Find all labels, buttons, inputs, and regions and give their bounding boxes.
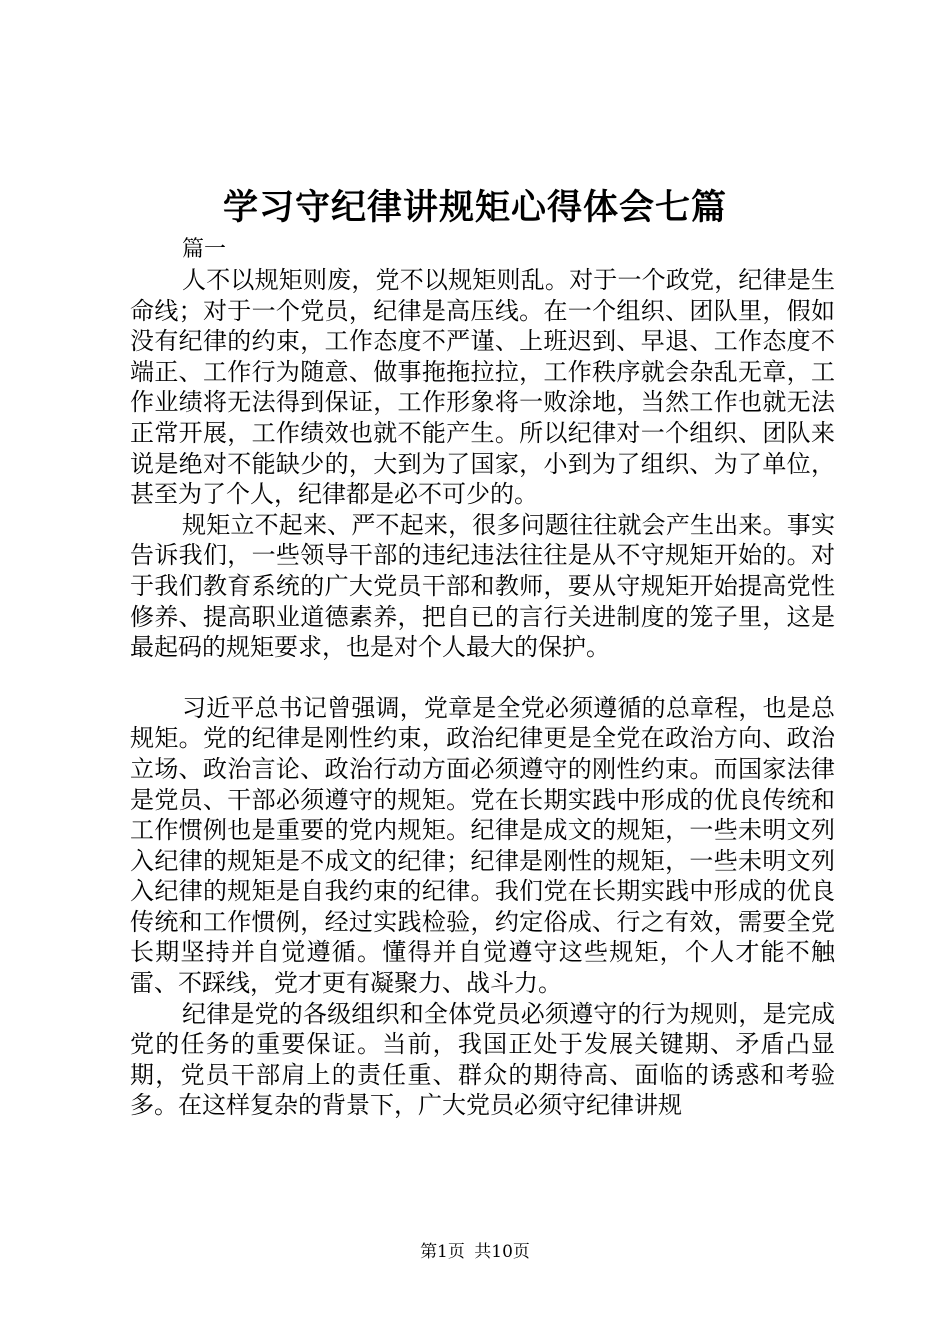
page-footer — [0, 1240, 950, 1264]
paragraph-4: 纪律是党的各级组织和全体党员必须遵守的行为规则，是完成党的任务的重要保证。当前，我国正处于发展关键期、矛盾凸显期，党员干部肩上的责任重、群众的期待高、面临的诱惑和考验多。在这样复杂的背景下，广大党员必须守纪律讲规 — [130, 999, 835, 1120]
page-number: 第1页 — [420, 1242, 465, 1262]
document-body — [130, 235, 835, 1121]
paragraph-3: 习近平总书记曾强调，党章是全党必须遵循的总章程，也是总规矩。党的纪律是刚性约束，政治纪律更是全党在政治方向、政治立场、政治言论、政治行动方面必须遵守的刚性约束。而国家法律是党员、干部必须遵守的规矩。党在长期实践中形成的优良传统和工作惯例也是重要的党内规矩。纪律是成文的规矩，一些未明文列入纪律的规矩是不成文的纪律；纪律是刚性的规矩，一些未明文列入纪律的规矩是自我约束的纪律。我们党在长期实践中形成的优良传统和工作惯例，经过实践检验，约定俗成、行之有效，需要全党长期坚持并自觉遵循。懂得并自觉遵守这些规矩，个人才能不触雷、不踩线，党才更有凝聚力、战斗力。 — [130, 693, 835, 998]
paragraph-2: 规矩立不起来、严不起来，很多问题往往就会产生出来。事实告诉我们，一些领导干部的违纪违法往往是从不守规矩开始的。对于我们教育系统的广大党员干部和教师，要从守规矩开始提高党性修养、提高职业道德素养，把自已的言行关进制度的笼子里，这是最起码的规矩要求，也是对个人最大的保护。 — [130, 510, 835, 662]
paragraph-spacer — [130, 663, 835, 693]
section-heading: 篇一 — [182, 237, 227, 262]
paragraph-1: 人不以规矩则废，党不以规矩则乱。对于一个政党，纪律是生命线；对于一个党员，纪律是高压线。在一个组织、团队里，假如没有纪律的约束，工作态度不严谨、上班迟到、早退、工作态度不端正、工作行为随意、做事拖拖拉拉，工作秩序就会杂乱无章，工作业绩将无法得到保证，工作形象将一败涂地，当然工作也就无法正常开展，工作绩效也就不能产生。所以纪律对一个组织、团队来说是绝对不能缺少的，大到为了国家，小到为了组织、为了单位，甚至为了个人，纪律都是必不可少的。 — [130, 266, 835, 509]
document-title: 学习守纪律讲规矩心得体会七篇 — [222, 187, 727, 228]
page-total: 共10页 — [474, 1242, 530, 1262]
